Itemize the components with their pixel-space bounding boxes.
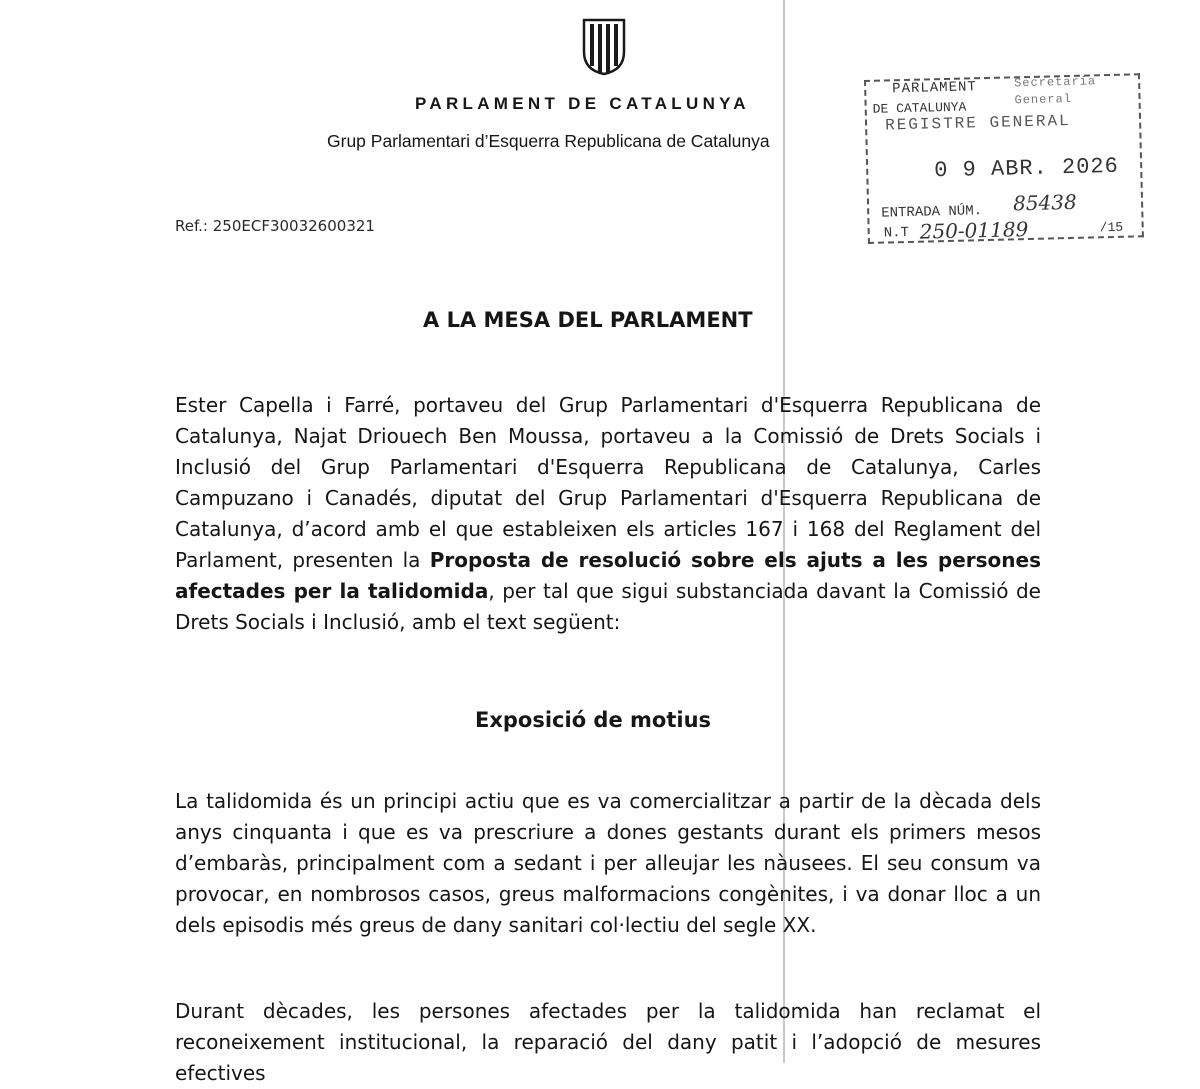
- addressee-heading: A LA MESA DEL PARLAMENT: [423, 308, 753, 332]
- body-paragraph: La talidomida és un principi actiu que es va comercialitzar a partir de la dècada dels anys cinquanta i que es va prescriure a dones gestants durant els primers mesos d’embaràs, principalment com a sedant i per alleujar les nàusees. El seu consum va provocar, en nombrosos casos, greus malformacions congènites, i va donar lloc a un dels episodis més greus de dany sanitari col·lectiu del segle XX.: [175, 789, 1041, 937]
- stamp-entry-number: 85438: [1012, 189, 1077, 216]
- stamp-entry-label: ENTRADA NÚM.: [881, 203, 983, 222]
- section-heading: Exposició de motius: [475, 708, 712, 732]
- proposal-title: Proposta de resolució sobre els ajuts a les persones afectades per la talidomida: [175, 548, 1041, 603]
- stamp-secretariat: Secretaria: [1013, 74, 1097, 91]
- parliament-name: PARLAMENT DE CATALUNYA: [415, 94, 750, 113]
- registry-stamp: [864, 73, 1144, 244]
- intro-text-after: , per tal que sigui substanciada davant la Comissió de Drets Socials i Inclusió, amb el text següent:: [175, 579, 1041, 634]
- stamp-catalunya: DE CATALUNYA: [872, 99, 967, 117]
- stamp-date: 0 9 ABR. 2026: [933, 153, 1120, 184]
- document-reference: Ref.: 250ECF30032600321: [175, 217, 375, 235]
- stamp-registry: REGISTRE GENERAL: [884, 111, 1071, 135]
- stamp-parliament: PARLAMENT: [892, 79, 978, 98]
- parliamentary-group-name: Grup Parlamentari d’Esquerra Republicana de Catalunya: [327, 131, 770, 151]
- stamp-nt-suffix: /15: [1099, 219, 1124, 236]
- stamp-nt-number: 250-01189: [919, 217, 1029, 244]
- stamp-nt-label: N.T: [883, 224, 910, 242]
- intro-paragraph: [175, 390, 1041, 638]
- catalan-crest-icon: [582, 18, 626, 76]
- stamp-general: General: [1014, 91, 1073, 108]
- intro-text-before: Ester Capella i Farré, portaveu del Grup Parlamentari d'Esquerra Republicana de Catalunya, Najat Driouech Ben Moussa, portaveu a la Comissió de Drets Socials i Inclusió del Grup Parlamentari d'Esquerra Republicana de Catalunya, Carles Campuzano i Canadés, diputat del Grup Parlamentari d'Esquerra Republicana de Catalunya, d’acord amb el que estableixen els articles 167 i 168 del Reglament del Parlament, presenten la: [175, 393, 1041, 572]
- body-paragraph: Durant dècades, les persones afectades per la talidomida han reclamat el reconeixement institucional, la reparació del dany patit i l’adopció de mesures efectives: [175, 999, 1041, 1085]
